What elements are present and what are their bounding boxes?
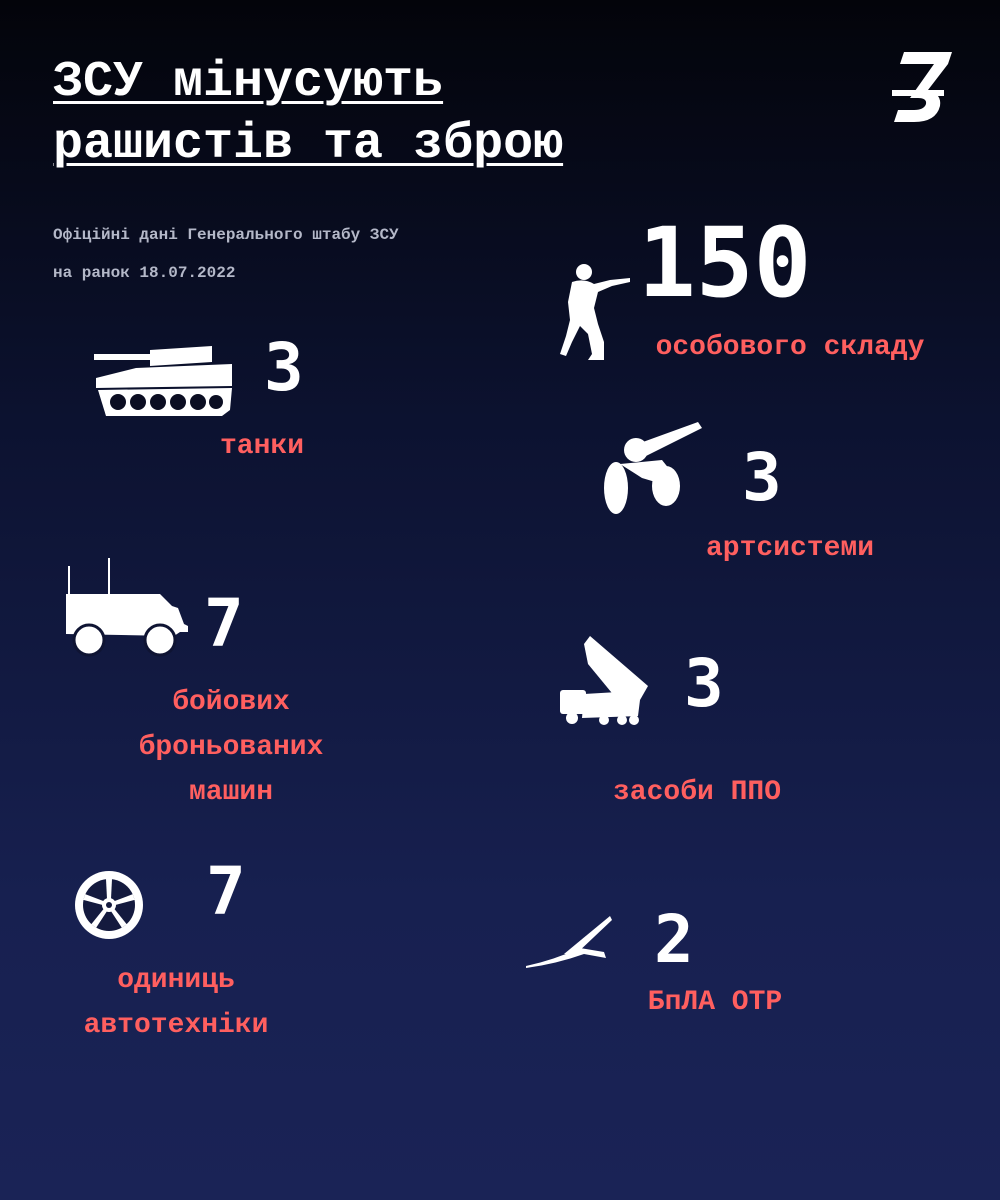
z-logo-icon — [890, 48, 954, 126]
armored-label — [101, 680, 361, 815]
source-note — [53, 216, 399, 292]
vehicles-label — [56, 958, 296, 1048]
air-defense-label: засоби ППО — [612, 777, 782, 808]
artillery-label: артсистеми — [705, 533, 875, 564]
source-line-1: Офіційні дані Генерального штабу ЗСУ — [53, 226, 399, 244]
uav-count: 2 — [654, 901, 694, 978]
armored-count: 7 — [204, 585, 244, 662]
title-line-2: рашистів та зброю — [53, 116, 564, 173]
armored-label-line-1: бойових — [172, 687, 290, 718]
wheel-icon — [74, 870, 144, 940]
soldier-icon — [558, 262, 632, 364]
personnel-count: 150 — [638, 207, 812, 319]
artillery-icon — [602, 420, 702, 516]
tanks-label: танки — [219, 431, 304, 462]
page-title — [53, 52, 563, 176]
artillery-count: 3 — [742, 439, 782, 516]
personnel-label: особового складу — [655, 332, 925, 363]
vehicles-label-line-2: автотехніки — [83, 1010, 269, 1041]
source-line-2: на ранок 18.07.2022 — [53, 264, 236, 282]
uav-label: БпЛА ОТР — [647, 987, 783, 1018]
vehicles-count: 7 — [206, 853, 246, 930]
armored-vehicle-icon — [64, 558, 190, 658]
armored-label-line-3: машин — [188, 777, 273, 808]
tank-icon — [94, 342, 234, 420]
air-defense-icon — [558, 636, 650, 726]
air-defense-count: 3 — [684, 645, 724, 722]
armored-label-line-2: броньованих — [138, 732, 324, 763]
drone-icon — [524, 914, 614, 970]
title-line-1: ЗСУ мінусують — [53, 54, 444, 111]
vehicles-label-line-1: одиниць — [117, 965, 235, 996]
tanks-count: 3 — [264, 329, 304, 406]
